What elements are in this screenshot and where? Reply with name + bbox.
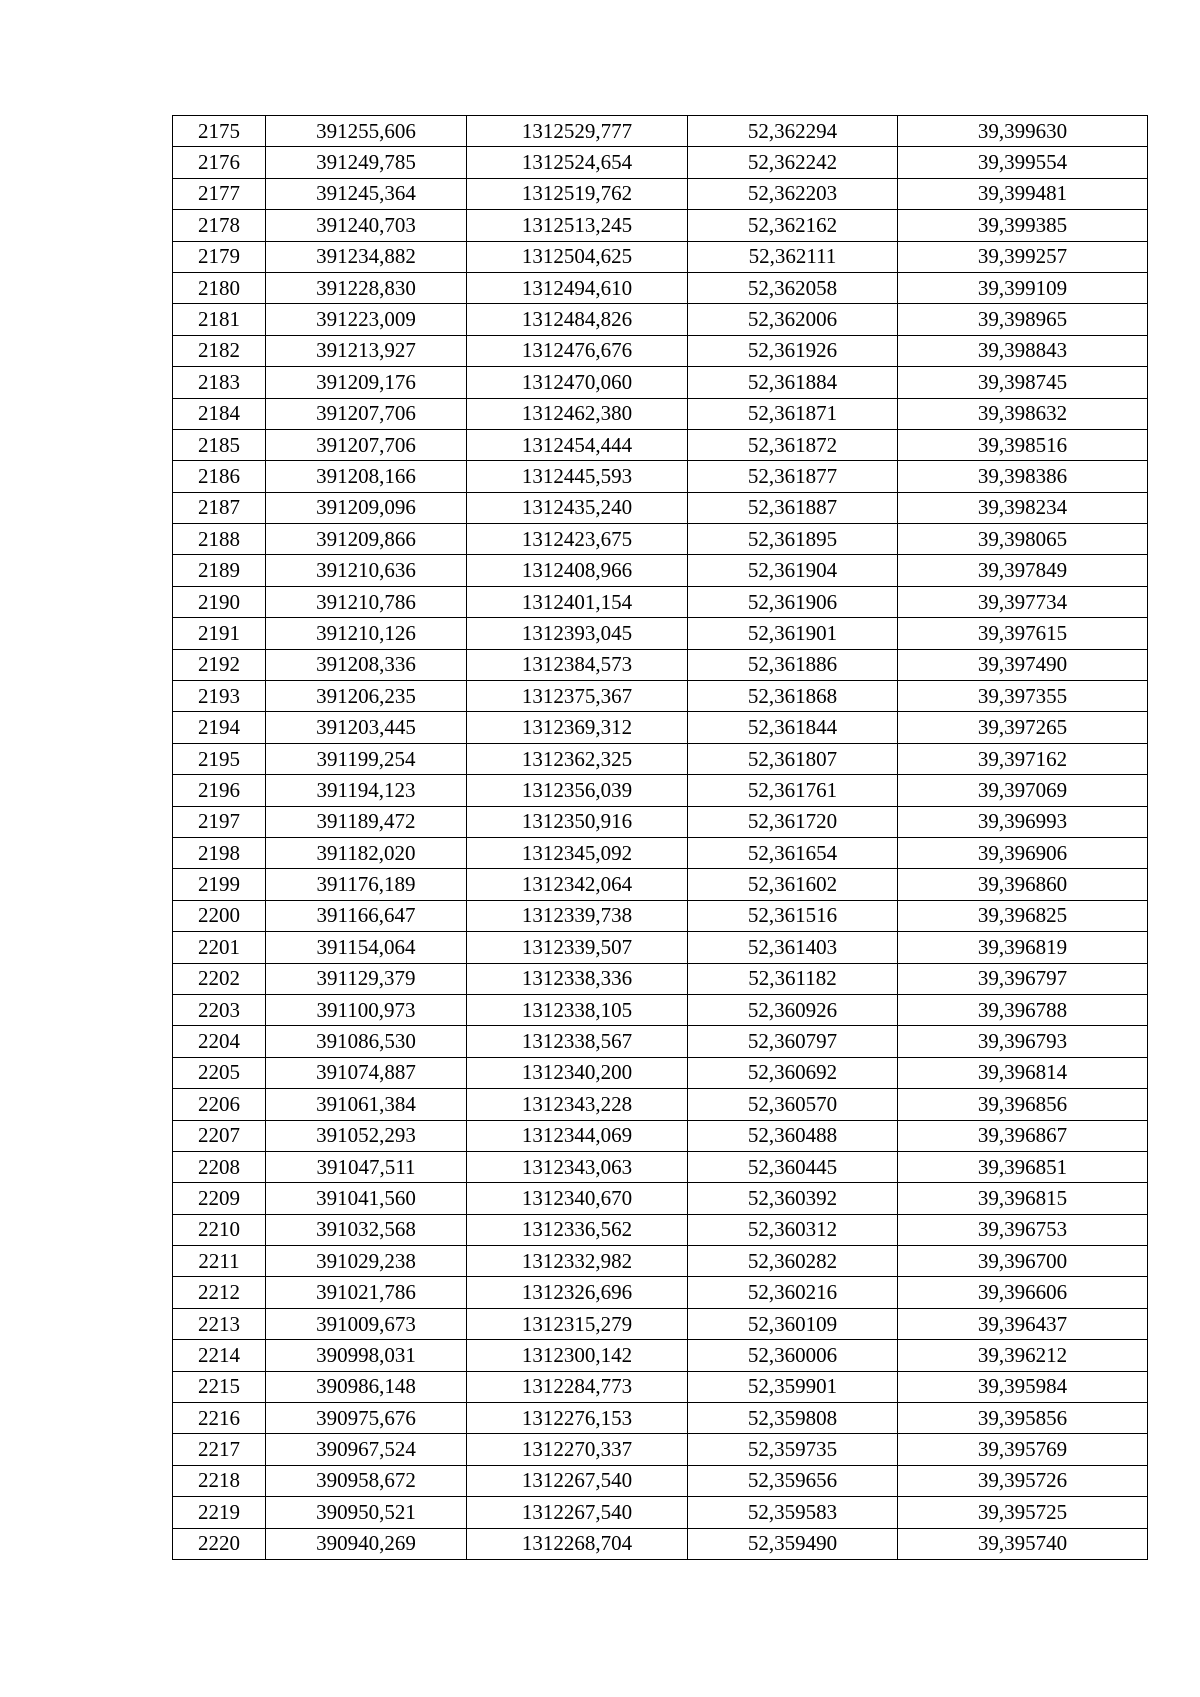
- x-coordinate-cell: 391255,606: [266, 116, 467, 147]
- longitude-cell: 39,399554: [898, 147, 1148, 178]
- table-row: [173, 712, 1148, 743]
- table-row: [173, 1214, 1148, 1245]
- y-coordinate-cell: 1312315,279: [467, 1308, 688, 1339]
- latitude-cell: 52,360392: [688, 1183, 898, 1214]
- table-row: [173, 1026, 1148, 1057]
- point-number-cell: 2189: [173, 555, 266, 586]
- y-coordinate-cell: 1312268,704: [467, 1528, 688, 1559]
- y-coordinate-cell: 1312270,337: [467, 1434, 688, 1465]
- x-coordinate-cell: 391009,673: [266, 1308, 467, 1339]
- table-row: [173, 335, 1148, 366]
- latitude-cell: 52,361872: [688, 429, 898, 460]
- y-coordinate-cell: 1312284,773: [467, 1371, 688, 1402]
- latitude-cell: 52,362242: [688, 147, 898, 178]
- point-number-cell: 2184: [173, 398, 266, 429]
- latitude-cell: 52,361807: [688, 743, 898, 774]
- y-coordinate-cell: 1312343,228: [467, 1089, 688, 1120]
- y-coordinate-cell: 1312470,060: [467, 367, 688, 398]
- x-coordinate-cell: 391194,123: [266, 775, 467, 806]
- point-number-cell: 2212: [173, 1277, 266, 1308]
- x-coordinate-cell: 391166,647: [266, 900, 467, 931]
- longitude-cell: 39,399385: [898, 210, 1148, 241]
- longitude-cell: 39,396700: [898, 1246, 1148, 1277]
- point-number-cell: 2213: [173, 1308, 266, 1339]
- latitude-cell: 52,359808: [688, 1403, 898, 1434]
- x-coordinate-cell: 391203,445: [266, 712, 467, 743]
- longitude-cell: 39,396825: [898, 900, 1148, 931]
- y-coordinate-cell: 1312356,039: [467, 775, 688, 806]
- point-number-cell: 2197: [173, 806, 266, 837]
- point-number-cell: 2183: [173, 367, 266, 398]
- latitude-cell: 52,361904: [688, 555, 898, 586]
- point-number-cell: 2199: [173, 869, 266, 900]
- table-row: [173, 555, 1148, 586]
- x-coordinate-cell: 390940,269: [266, 1528, 467, 1559]
- x-coordinate-cell: 391061,384: [266, 1089, 467, 1120]
- longitude-cell: 39,396753: [898, 1214, 1148, 1245]
- longitude-cell: 39,398234: [898, 492, 1148, 523]
- longitude-cell: 39,397849: [898, 555, 1148, 586]
- longitude-cell: 39,396788: [898, 994, 1148, 1025]
- y-coordinate-cell: 1312462,380: [467, 398, 688, 429]
- longitude-cell: 39,399109: [898, 272, 1148, 303]
- latitude-cell: 52,361895: [688, 524, 898, 555]
- table-row: [173, 775, 1148, 806]
- y-coordinate-cell: 1312369,312: [467, 712, 688, 743]
- latitude-cell: 52,361926: [688, 335, 898, 366]
- y-coordinate-cell: 1312375,367: [467, 681, 688, 712]
- table-row: [173, 1340, 1148, 1371]
- table-row: [173, 806, 1148, 837]
- table-row: [173, 116, 1148, 147]
- point-number-cell: 2209: [173, 1183, 266, 1214]
- x-coordinate-cell: 390958,672: [266, 1465, 467, 1496]
- longitude-cell: 39,395769: [898, 1434, 1148, 1465]
- longitude-cell: 39,395984: [898, 1371, 1148, 1402]
- x-coordinate-cell: 390967,524: [266, 1434, 467, 1465]
- longitude-cell: 39,396867: [898, 1120, 1148, 1151]
- point-number-cell: 2220: [173, 1528, 266, 1559]
- longitude-cell: 39,397490: [898, 649, 1148, 680]
- y-coordinate-cell: 1312345,092: [467, 837, 688, 868]
- table-row: [173, 272, 1148, 303]
- point-number-cell: 2210: [173, 1214, 266, 1245]
- longitude-cell: 39,397355: [898, 681, 1148, 712]
- latitude-cell: 52,361654: [688, 837, 898, 868]
- x-coordinate-cell: 391041,560: [266, 1183, 467, 1214]
- point-number-cell: 2181: [173, 304, 266, 335]
- table-row: [173, 963, 1148, 994]
- x-coordinate-cell: 391223,009: [266, 304, 467, 335]
- table-row: [173, 1403, 1148, 1434]
- table-row: [173, 1089, 1148, 1120]
- latitude-cell: 52,361182: [688, 963, 898, 994]
- point-number-cell: 2208: [173, 1151, 266, 1182]
- longitude-cell: 39,397162: [898, 743, 1148, 774]
- latitude-cell: 52,361906: [688, 586, 898, 617]
- point-number-cell: 2204: [173, 1026, 266, 1057]
- point-number-cell: 2192: [173, 649, 266, 680]
- point-number-cell: 2187: [173, 492, 266, 523]
- longitude-cell: 39,396906: [898, 837, 1148, 868]
- point-number-cell: 2218: [173, 1465, 266, 1496]
- longitude-cell: 39,399630: [898, 116, 1148, 147]
- latitude-cell: 52,360006: [688, 1340, 898, 1371]
- longitude-cell: 39,395726: [898, 1465, 1148, 1496]
- x-coordinate-cell: 391189,472: [266, 806, 467, 837]
- coordinates-table: [172, 115, 1148, 1560]
- x-coordinate-cell: 391210,786: [266, 586, 467, 617]
- x-coordinate-cell: 391208,166: [266, 461, 467, 492]
- x-coordinate-cell: 391154,064: [266, 932, 467, 963]
- latitude-cell: 52,360488: [688, 1120, 898, 1151]
- x-coordinate-cell: 391210,126: [266, 618, 467, 649]
- table-row: [173, 147, 1148, 178]
- x-coordinate-cell: 391182,020: [266, 837, 467, 868]
- x-coordinate-cell: 391032,568: [266, 1214, 467, 1245]
- x-coordinate-cell: 391249,785: [266, 147, 467, 178]
- latitude-cell: 52,361516: [688, 900, 898, 931]
- x-coordinate-cell: 391047,511: [266, 1151, 467, 1182]
- table-row: [173, 461, 1148, 492]
- latitude-cell: 52,361901: [688, 618, 898, 649]
- longitude-cell: 39,396851: [898, 1151, 1148, 1182]
- latitude-cell: 52,362162: [688, 210, 898, 241]
- y-coordinate-cell: 1312384,573: [467, 649, 688, 680]
- x-coordinate-cell: 391210,636: [266, 555, 467, 586]
- x-coordinate-cell: 391209,096: [266, 492, 467, 523]
- point-number-cell: 2196: [173, 775, 266, 806]
- y-coordinate-cell: 1312401,154: [467, 586, 688, 617]
- x-coordinate-cell: 391240,703: [266, 210, 467, 241]
- x-coordinate-cell: 391207,706: [266, 429, 467, 460]
- point-number-cell: 2191: [173, 618, 266, 649]
- table-row: [173, 743, 1148, 774]
- latitude-cell: 52,361403: [688, 932, 898, 963]
- y-coordinate-cell: 1312332,982: [467, 1246, 688, 1277]
- table-row: [173, 1497, 1148, 1528]
- y-coordinate-cell: 1312344,069: [467, 1120, 688, 1151]
- x-coordinate-cell: 390998,031: [266, 1340, 467, 1371]
- point-number-cell: 2214: [173, 1340, 266, 1371]
- latitude-cell: 52,361887: [688, 492, 898, 523]
- latitude-cell: 52,360797: [688, 1026, 898, 1057]
- point-number-cell: 2186: [173, 461, 266, 492]
- x-coordinate-cell: 391086,530: [266, 1026, 467, 1057]
- longitude-cell: 39,396856: [898, 1089, 1148, 1120]
- y-coordinate-cell: 1312267,540: [467, 1497, 688, 1528]
- latitude-cell: 52,361886: [688, 649, 898, 680]
- latitude-cell: 52,362058: [688, 272, 898, 303]
- table-row: [173, 524, 1148, 555]
- coordinates-table-body: [173, 116, 1148, 1560]
- table-row: [173, 900, 1148, 931]
- table-row: [173, 1246, 1148, 1277]
- latitude-cell: 52,359490: [688, 1528, 898, 1559]
- longitude-cell: 39,396437: [898, 1308, 1148, 1339]
- table-row: [173, 1371, 1148, 1402]
- y-coordinate-cell: 1312342,064: [467, 869, 688, 900]
- longitude-cell: 39,396993: [898, 806, 1148, 837]
- latitude-cell: 52,361602: [688, 869, 898, 900]
- point-number-cell: 2201: [173, 932, 266, 963]
- latitude-cell: 52,362294: [688, 116, 898, 147]
- x-coordinate-cell: 391199,254: [266, 743, 467, 774]
- point-number-cell: 2198: [173, 837, 266, 868]
- x-coordinate-cell: 391228,830: [266, 272, 467, 303]
- point-number-cell: 2215: [173, 1371, 266, 1402]
- point-number-cell: 2179: [173, 241, 266, 272]
- longitude-cell: 39,396606: [898, 1277, 1148, 1308]
- longitude-cell: 39,397734: [898, 586, 1148, 617]
- x-coordinate-cell: 391176,189: [266, 869, 467, 900]
- latitude-cell: 52,359735: [688, 1434, 898, 1465]
- latitude-cell: 52,361884: [688, 367, 898, 398]
- point-number-cell: 2205: [173, 1057, 266, 1088]
- table-row: [173, 1057, 1148, 1088]
- longitude-cell: 39,396212: [898, 1340, 1148, 1371]
- longitude-cell: 39,396819: [898, 932, 1148, 963]
- point-number-cell: 2206: [173, 1089, 266, 1120]
- table-row: [173, 837, 1148, 868]
- x-coordinate-cell: 391100,973: [266, 994, 467, 1025]
- latitude-cell: 52,361868: [688, 681, 898, 712]
- y-coordinate-cell: 1312338,567: [467, 1026, 688, 1057]
- longitude-cell: 39,396815: [898, 1183, 1148, 1214]
- table-row: [173, 681, 1148, 712]
- y-coordinate-cell: 1312445,593: [467, 461, 688, 492]
- latitude-cell: 52,359901: [688, 1371, 898, 1402]
- y-coordinate-cell: 1312454,444: [467, 429, 688, 460]
- x-coordinate-cell: 391029,238: [266, 1246, 467, 1277]
- table-row: [173, 618, 1148, 649]
- longitude-cell: 39,398745: [898, 367, 1148, 398]
- table-row: [173, 1120, 1148, 1151]
- x-coordinate-cell: 391213,927: [266, 335, 467, 366]
- y-coordinate-cell: 1312513,245: [467, 210, 688, 241]
- longitude-cell: 39,398386: [898, 461, 1148, 492]
- x-coordinate-cell: 391208,336: [266, 649, 467, 680]
- y-coordinate-cell: 1312343,063: [467, 1151, 688, 1182]
- x-coordinate-cell: 391245,364: [266, 178, 467, 209]
- x-coordinate-cell: 390975,676: [266, 1403, 467, 1434]
- longitude-cell: 39,398632: [898, 398, 1148, 429]
- longitude-cell: 39,395740: [898, 1528, 1148, 1559]
- longitude-cell: 39,396814: [898, 1057, 1148, 1088]
- point-number-cell: 2185: [173, 429, 266, 460]
- y-coordinate-cell: 1312476,676: [467, 335, 688, 366]
- x-coordinate-cell: 390950,521: [266, 1497, 467, 1528]
- longitude-cell: 39,396860: [898, 869, 1148, 900]
- x-coordinate-cell: 391209,866: [266, 524, 467, 555]
- y-coordinate-cell: 1312484,826: [467, 304, 688, 335]
- y-coordinate-cell: 1312519,762: [467, 178, 688, 209]
- point-number-cell: 2211: [173, 1246, 266, 1277]
- table-row: [173, 1183, 1148, 1214]
- table-row: [173, 932, 1148, 963]
- longitude-cell: 39,399257: [898, 241, 1148, 272]
- point-number-cell: 2178: [173, 210, 266, 241]
- x-coordinate-cell: 391021,786: [266, 1277, 467, 1308]
- x-coordinate-cell: 391234,882: [266, 241, 467, 272]
- point-number-cell: 2195: [173, 743, 266, 774]
- point-number-cell: 2176: [173, 147, 266, 178]
- longitude-cell: 39,395856: [898, 1403, 1148, 1434]
- table-row: [173, 429, 1148, 460]
- longitude-cell: 39,398065: [898, 524, 1148, 555]
- table-row: [173, 1151, 1148, 1182]
- point-number-cell: 2200: [173, 900, 266, 931]
- longitude-cell: 39,399481: [898, 178, 1148, 209]
- x-coordinate-cell: 391129,379: [266, 963, 467, 994]
- longitude-cell: 39,398965: [898, 304, 1148, 335]
- y-coordinate-cell: 1312362,325: [467, 743, 688, 774]
- y-coordinate-cell: 1312267,540: [467, 1465, 688, 1496]
- point-number-cell: 2190: [173, 586, 266, 617]
- y-coordinate-cell: 1312340,670: [467, 1183, 688, 1214]
- y-coordinate-cell: 1312338,105: [467, 994, 688, 1025]
- latitude-cell: 52,359583: [688, 1497, 898, 1528]
- point-number-cell: 2182: [173, 335, 266, 366]
- latitude-cell: 52,360570: [688, 1089, 898, 1120]
- table-row: [173, 367, 1148, 398]
- point-number-cell: 2193: [173, 681, 266, 712]
- y-coordinate-cell: 1312423,675: [467, 524, 688, 555]
- point-number-cell: 2202: [173, 963, 266, 994]
- latitude-cell: 52,360445: [688, 1151, 898, 1182]
- x-coordinate-cell: 391209,176: [266, 367, 467, 398]
- table-row: [173, 994, 1148, 1025]
- table-row: [173, 1528, 1148, 1559]
- y-coordinate-cell: 1312338,336: [467, 963, 688, 994]
- point-number-cell: 2207: [173, 1120, 266, 1151]
- latitude-cell: 52,360926: [688, 994, 898, 1025]
- longitude-cell: 39,396793: [898, 1026, 1148, 1057]
- longitude-cell: 39,397265: [898, 712, 1148, 743]
- point-number-cell: 2203: [173, 994, 266, 1025]
- latitude-cell: 52,360109: [688, 1308, 898, 1339]
- table-row: [173, 398, 1148, 429]
- table-row: [173, 1465, 1148, 1496]
- latitude-cell: 52,362111: [688, 241, 898, 272]
- y-coordinate-cell: 1312494,610: [467, 272, 688, 303]
- x-coordinate-cell: 391052,293: [266, 1120, 467, 1151]
- y-coordinate-cell: 1312524,654: [467, 147, 688, 178]
- table-row: [173, 304, 1148, 335]
- y-coordinate-cell: 1312336,562: [467, 1214, 688, 1245]
- longitude-cell: 39,397069: [898, 775, 1148, 806]
- table-row: [173, 178, 1148, 209]
- latitude-cell: 52,361871: [688, 398, 898, 429]
- table-row: [173, 492, 1148, 523]
- y-coordinate-cell: 1312326,696: [467, 1277, 688, 1308]
- x-coordinate-cell: 390986,148: [266, 1371, 467, 1402]
- point-number-cell: 2177: [173, 178, 266, 209]
- longitude-cell: 39,398843: [898, 335, 1148, 366]
- longitude-cell: 39,396797: [898, 963, 1148, 994]
- point-number-cell: 2194: [173, 712, 266, 743]
- y-coordinate-cell: 1312339,738: [467, 900, 688, 931]
- point-number-cell: 2180: [173, 272, 266, 303]
- longitude-cell: 39,395725: [898, 1497, 1148, 1528]
- latitude-cell: 52,359656: [688, 1465, 898, 1496]
- y-coordinate-cell: 1312276,153: [467, 1403, 688, 1434]
- y-coordinate-cell: 1312350,916: [467, 806, 688, 837]
- table-row: [173, 1434, 1148, 1465]
- latitude-cell: 52,362203: [688, 178, 898, 209]
- latitude-cell: 52,361761: [688, 775, 898, 806]
- table-row: [173, 1277, 1148, 1308]
- point-number-cell: 2175: [173, 116, 266, 147]
- latitude-cell: 52,360312: [688, 1214, 898, 1245]
- x-coordinate-cell: 391074,887: [266, 1057, 467, 1088]
- latitude-cell: 52,360216: [688, 1277, 898, 1308]
- x-coordinate-cell: 391207,706: [266, 398, 467, 429]
- table-row: [173, 586, 1148, 617]
- longitude-cell: 39,397615: [898, 618, 1148, 649]
- point-number-cell: 2216: [173, 1403, 266, 1434]
- table-row: [173, 1308, 1148, 1339]
- latitude-cell: 52,362006: [688, 304, 898, 335]
- y-coordinate-cell: 1312340,200: [467, 1057, 688, 1088]
- latitude-cell: 52,361720: [688, 806, 898, 837]
- table-row: [173, 869, 1148, 900]
- x-coordinate-cell: 391206,235: [266, 681, 467, 712]
- y-coordinate-cell: 1312504,625: [467, 241, 688, 272]
- y-coordinate-cell: 1312435,240: [467, 492, 688, 523]
- y-coordinate-cell: 1312408,966: [467, 555, 688, 586]
- y-coordinate-cell: 1312300,142: [467, 1340, 688, 1371]
- point-number-cell: 2219: [173, 1497, 266, 1528]
- latitude-cell: 52,361877: [688, 461, 898, 492]
- y-coordinate-cell: 1312393,045: [467, 618, 688, 649]
- latitude-cell: 52,361844: [688, 712, 898, 743]
- table-row: [173, 649, 1148, 680]
- latitude-cell: 52,360692: [688, 1057, 898, 1088]
- table-row: [173, 241, 1148, 272]
- table-row: [173, 210, 1148, 241]
- point-number-cell: 2188: [173, 524, 266, 555]
- y-coordinate-cell: 1312529,777: [467, 116, 688, 147]
- longitude-cell: 39,398516: [898, 429, 1148, 460]
- latitude-cell: 52,360282: [688, 1246, 898, 1277]
- point-number-cell: 2217: [173, 1434, 266, 1465]
- y-coordinate-cell: 1312339,507: [467, 932, 688, 963]
